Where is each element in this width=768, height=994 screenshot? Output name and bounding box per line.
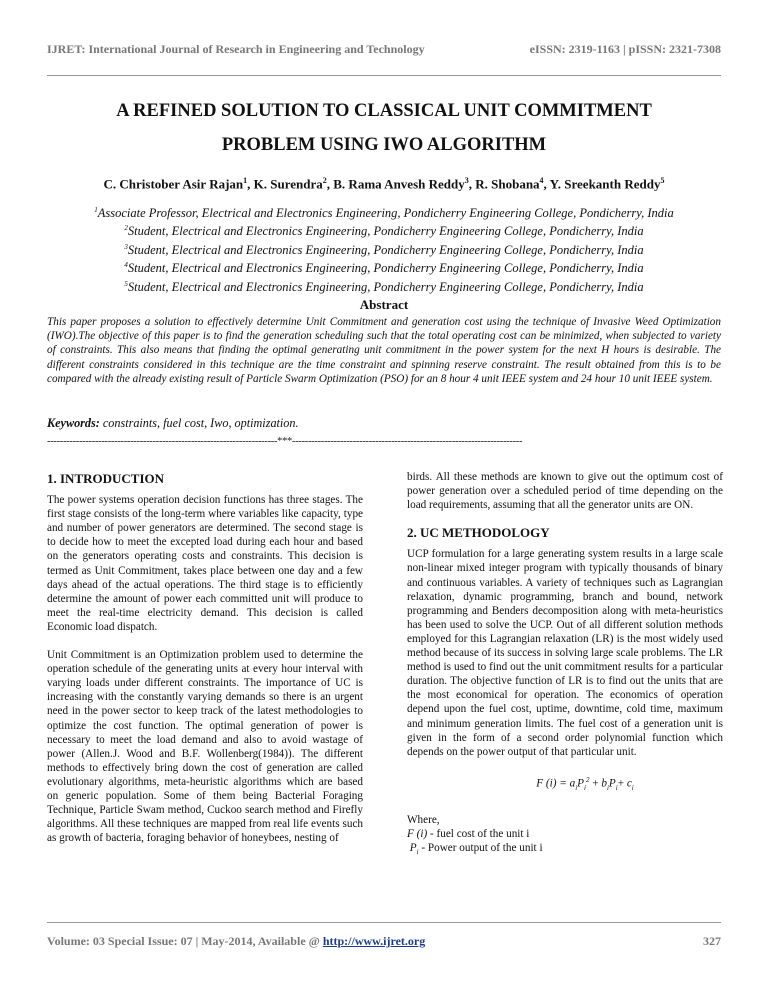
- volume-info: Volume: 03 Special Issue: 07 | May-2014, Available @ http://www.ijret.org: [47, 934, 426, 948]
- author: Y. Sreekanth Reddy: [549, 176, 661, 192]
- keywords-label: Keywords:: [47, 416, 100, 430]
- header-divider: [47, 75, 721, 76]
- affiliation-list: [40, 203, 728, 295]
- definition-fuel-cost: F (i) - fuel cost of the unit i: [407, 827, 530, 840]
- paragraph: Unit Commitment is an Optimization problem used to determine the operation schedule of the generating units at every hour interval with varying loads under different constraints. The importance of UC is increasing with the constantly varying demands so there is an urgent need in the power sector to keep track of the latest methodologies to optimize the cost function. The optimal generation of power is necessary to meet the load demand and also to avoid wastage of power (Allen.J. Wood and B.F. Wollenberg(1984)). The different methods to effectively bring down the cost of generation are called evolutionary algorithms, meta-heuristic algorithms which are based on generic population. Some of them being Bacterial Foraging Technique, Particle Swam method, Cuckoo search method and Firefly algorithms. All these techniques are mapped from real life events such as growth of bacteria, foraging behavior of honeybees, nesting of: [47, 649, 363, 845]
- right-column: [407, 470, 723, 859]
- author: K. Surendra: [253, 176, 323, 192]
- fuel-cost-equation: F $(i) = a_iP_i^2 + b_iP_i+ c_i$: [536, 775, 634, 792]
- section-heading-uc-methodology: 2. UC METHODOLOGY: [407, 525, 550, 541]
- author: C. Christober Asir Rajan: [103, 176, 244, 192]
- footer-divider: [47, 922, 721, 923]
- keywords-value: constraints, fuel cost, Iwo, optimization.: [102, 416, 299, 430]
- paragraph: birds. All these methods are known to give out the optimum cost of power generation over a scheduled period of time depending on the load requirements, assuming that all the generator units are ON.: [407, 471, 723, 512]
- left-column: [47, 470, 363, 859]
- journal-link[interactable]: http://www.ijret.org: [322, 934, 426, 948]
- affiliation: $^5$Student, Electrical and Electronics Engineering, Pondicherry Engineering College, Pondicherry, India: [124, 279, 644, 294]
- affiliation: $^4$Student, Electrical and Electronics Engineering, Pondicherry Engineering College, Pondicherry, India: [124, 261, 644, 276]
- where-label: Where,: [407, 813, 440, 826]
- paper-title: [47, 94, 721, 162]
- author-list: C. Christober Asir Rajan$^1$, K. Surendra$^2$, B. Rama Anvesh Reddy$^3$, R. Shobana$^4$, Y. Sreekanth Reddy$^5$: [103, 176, 665, 192]
- abstract-text: This paper proposes a solution to effectively determine Unit Commitment and generation cost using the technique of Invasive Weed Optimization (IWO).The objective of this paper is to find the generation scheduling such that the total operating cost can be minimized, when subjected to variety of constraints. This also means that finding the optimal generating unit commitment in the power system for the next H hours is desirable. The different constraints considered in this technique are the time constraint and spinning reserve constraint. The result obtained from this is to be compared with the already existing result of Particle Swarm Optimization (PSO) for an 8 hour 4 unit IEEE system and 24 hour 10 unit IEEE system.: [47, 316, 721, 385]
- paragraph: UCP formulation for a large generating system results in a large scale non-linear mixed integer program with typically thousands of binary and continuous variables. A variety of techniques such as Lagrangian relaxation, dynamic programming, branch and bound, network programming and Benders decomposition along with meta-heuristics has been used to solve the UCP. Out of all different solution methods employed for this Lagrangian relaxation (LR) is the most widely used method because of its success in solving large scale problems. The LR method is used to find out the unit commitment results for a particular duration. The objective function of LR is to find out the units that are the most economical for operation. The economics of operation depend upon the fuel cost, uptime, downtime, cold time, maximum and minimum generation limits. The fuel cost of a generation unit is given in the form of a second order polynomial function which depends on the power output of that particular unit.: [407, 548, 723, 758]
- title-line-1: A REFINED SOLUTION TO CLASSICAL UNIT COMMITMENT: [116, 101, 652, 121]
- page-number: 327: [703, 934, 721, 948]
- affiliation: $^3$Student, Electrical and Electronics Engineering, Pondicherry Engineering College, Pondicherry, India: [124, 242, 644, 258]
- author: R. Shobana: [475, 176, 540, 192]
- section-separator: ------------------------------------------------------------------------***------------------------------------------------------------------------: [47, 436, 523, 447]
- keywords: [47, 416, 721, 431]
- affiliation: $^2$Student, Electrical and Electronics Engineering, Pondicherry Engineering College, Pondicherry, India: [124, 224, 644, 239]
- section-heading-introduction: 1. INTRODUCTION: [47, 471, 165, 486]
- paragraph: The power systems operation decision functions has three stages. The first stage consists of the long-term where variables like capacity, type and number of power generators are determined. The second stage is to decide how to meet the excepted load during each hour and based on the generators operating costs and constraints. This decision is termed as Unit Commitment, takes place between one day and a few days ahead of the actual operations. The third stage is to efficiently determine the amount of power each committed unit will produce to meet the real-time electricity demand. This decision is called Economic load dispatch.: [47, 494, 363, 633]
- title-line-2: PROBLEM USING IWO ALGORITHM: [221, 135, 547, 155]
- journal-name: IJRET: International Journal of Research in Engineering and Technology: [47, 42, 425, 56]
- issn-text: eISSN: 2319-1163 | pISSN: 2321-7308: [529, 42, 721, 56]
- affiliation: $^1$Associate Professor, Electrical and Electronics Engineering, Pondicherry Engineering College, Pondicherry, India: [94, 206, 674, 221]
- abstract-heading: Abstract: [359, 297, 409, 312]
- author: B. Rama Anvesh Reddy: [333, 176, 465, 192]
- definition-power-output: $P_i$ - Power output of the unit i: [409, 842, 543, 857]
